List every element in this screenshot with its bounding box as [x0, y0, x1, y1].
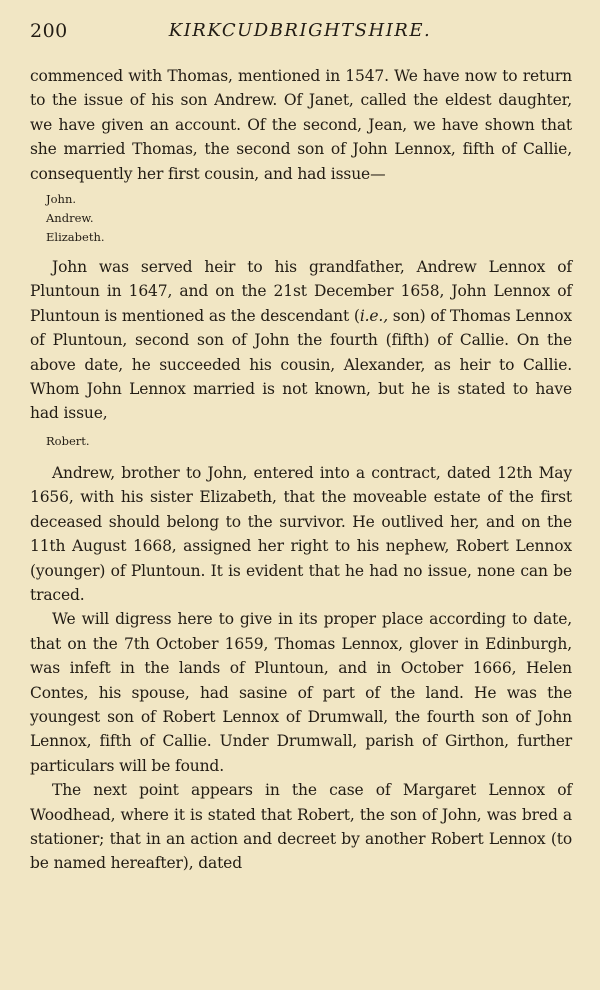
issue-list-jean [30, 190, 572, 247]
list-item: Andrew. [46, 211, 94, 226]
body-text [30, 64, 572, 876]
issue-list-john [30, 432, 572, 451]
paragraph-2 [30, 255, 572, 426]
running-title: KIRKCUDBRIGHTSHIRE. [168, 20, 432, 41]
paragraph-3: Andrew, brother to John, entered into a contract, dated 12th May 1656, with his sister Elizabeth, that the moveable estate of the first deceased should belong to the survivor. He outlived her, and on the 11th August 1668, assigned her right to his nephew, Robert Lennox (younger) of Pluntoun. It is evident that he had no issue, none can be traced. [30, 463, 572, 604]
running-head [30, 20, 570, 46]
paragraph-1: commenced with Thomas, mentioned in 1547. We have now to return to the issue of his son Andrew. Of Janet, called the eldest daughter, we have given an account. Of the second, Jean, we have shown that she married Thomas, the second son of John Lennox, fifth of Callie, consequently her first cousin, and had issue— [30, 67, 572, 183]
list-item: Elizabeth. [46, 230, 105, 245]
page-number: 200 [30, 20, 68, 42]
paragraph-5: The next point appears in the case of Margaret Lennox of Woodhead, where it is stated that Robert, the son of John, was bred a stationer; that in an action and decreet by another Robert Lennox (to be named hereafter), dated [30, 781, 572, 873]
paragraph-2-ie: i.e., [359, 306, 388, 325]
list-item: Robert. [46, 433, 90, 448]
list-item: John. [46, 192, 77, 207]
paragraph-4: We will digress here to give in its proper place according to date, that on the 7th October 1659, Thomas Lennox, glover in Edinburgh, was infeft in the lands of Pluntoun, and in October 1666, Helen Contes, his spouse, had sasine of part of the land. He was the youngest son of Robert Lennox of Drumwall, the fourth son of John Lennox, fifth of Callie. Under Drumwall, parish of Girthon, further particulars will be found. [30, 610, 572, 775]
paragraph-2-start: John was served heir to his grandfather, Andrew Lennox of Pluntoun in 1647, and on the 21st December 1658, John Lennox of Pluntoun is mentioned as the descendant ( [30, 258, 572, 325]
paragraph-2-end: son) of Thomas Lennox of Pluntoun, second son of John the fourth (fifth) of Callie. On the above date, he succeeded his cousin, Alexander, as heir to Callie. Whom John Lennox married is not known, but he is stated to have had issue, [30, 306, 573, 423]
